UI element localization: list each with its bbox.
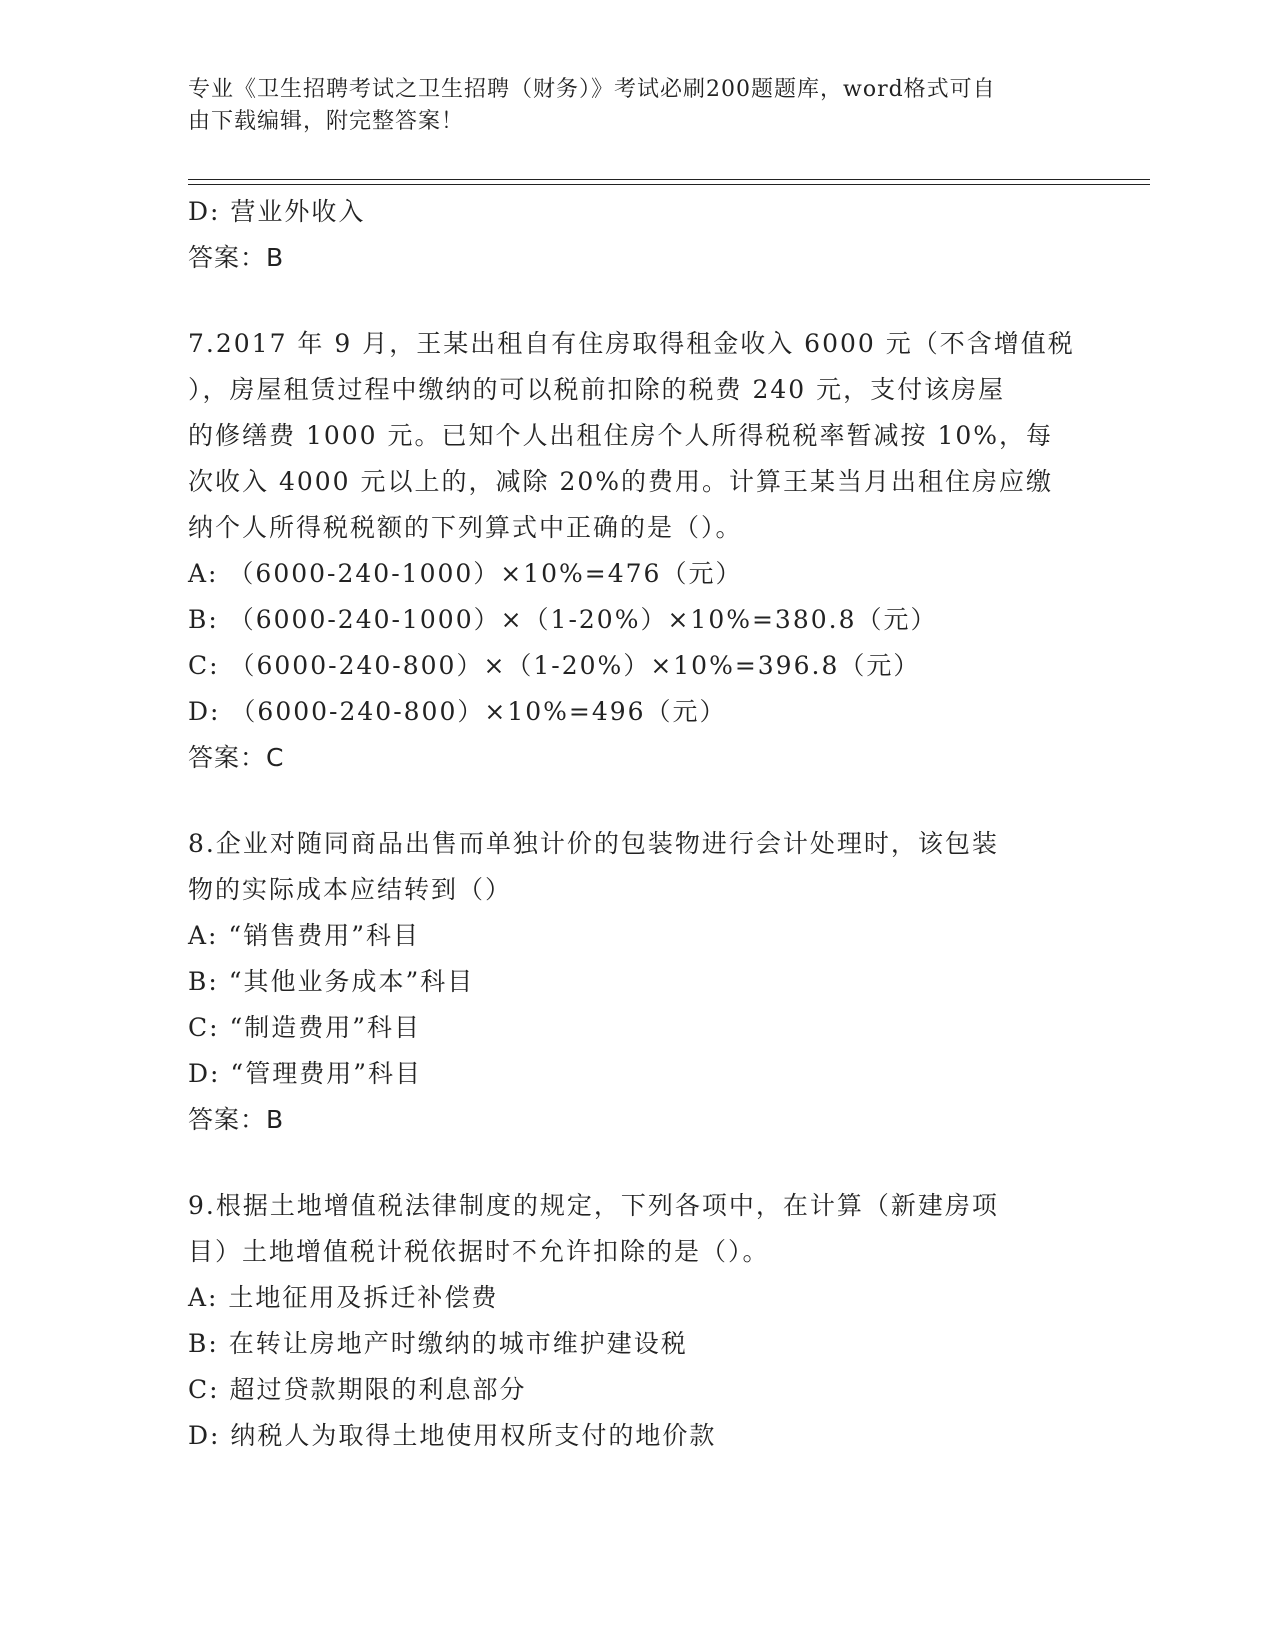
q7-answer: 答案：C bbox=[188, 743, 285, 772]
q8-stem-line: 8.企业对随同商品出售而单独计价的包装物进行会计处理时，该包装 bbox=[188, 829, 999, 858]
header-line-2: 由下载编辑，附完整答案！ bbox=[188, 109, 465, 134]
document-header bbox=[188, 74, 1068, 138]
q9-option-b: B: 在转让房地产时缴纳的城市维护建设税 bbox=[188, 1329, 688, 1358]
q9-stem-line: 目）土地增值税计税依据时不允许扣除的是（）。 bbox=[188, 1237, 770, 1266]
q8-option-c: C: “制造费用”科目 bbox=[188, 1013, 422, 1042]
q7-option-a: A: （6000-240-1000）×10%=476（元） bbox=[188, 559, 743, 588]
q7-stem-line: ），房屋租赁过程中缴纳的可以税前扣除的税费 240 元，支付该房屋 bbox=[188, 375, 1006, 404]
q8-option-d: D: “管理费用”科目 bbox=[188, 1059, 422, 1088]
q8-option-b: B: “其他业务成本”科目 bbox=[188, 967, 475, 996]
header-line-1: 专业《卫生招聘考试之卫生招聘（财务）》考试必刷200题题库，word格式可自 bbox=[188, 77, 996, 102]
header-divider-top bbox=[188, 179, 1150, 180]
q8-option-a: A: “销售费用”科目 bbox=[188, 921, 420, 950]
q7-stem-line: 的修缮费 1000 元。已知个人出租住房个人所得税税率暂减按 10%，每 bbox=[188, 421, 1054, 450]
q6-option-d: D: 营业外收入 bbox=[188, 197, 366, 226]
q9-option-a: A: 土地征用及拆迁补偿费 bbox=[188, 1283, 499, 1312]
q8-stem-line: 物的实际成本应结转到（） bbox=[188, 875, 513, 904]
q9-option-c: C: 超过贷款期限的利息部分 bbox=[188, 1375, 527, 1404]
q6-answer: 答案：B bbox=[188, 243, 285, 272]
q7-stem-line: 7.2017 年 9 月，王某出租自有住房取得租金收入 6000 元（不含增值税 bbox=[188, 329, 1075, 358]
q9-option-d: D: 纳税人为取得土地使用权所支付的地价款 bbox=[188, 1421, 717, 1450]
q8-answer: 答案：B bbox=[188, 1105, 285, 1134]
question-content bbox=[188, 189, 1088, 1459]
q7-option-c: C: （6000-240-800）×（1-20%）×10%=396.8（元） bbox=[188, 651, 921, 680]
q7-stem-line: 次收入 4000 元以上的，减除 20%的费用。计算王某当月出租住房应缴 bbox=[188, 467, 1054, 496]
q9-stem-line: 9.根据土地增值税法律制度的规定，下列各项中，在计算（新建房项 bbox=[188, 1191, 999, 1220]
header-divider-bottom bbox=[188, 184, 1150, 185]
q7-option-d: D: （6000-240-800）×10%=496（元） bbox=[188, 697, 727, 726]
q7-stem-line: 纳个人所得税税额的下列算式中正确的是（）。 bbox=[188, 513, 743, 542]
q7-option-b: B: （6000-240-1000）×（1-20%）×10%=380.8（元） bbox=[188, 605, 938, 634]
